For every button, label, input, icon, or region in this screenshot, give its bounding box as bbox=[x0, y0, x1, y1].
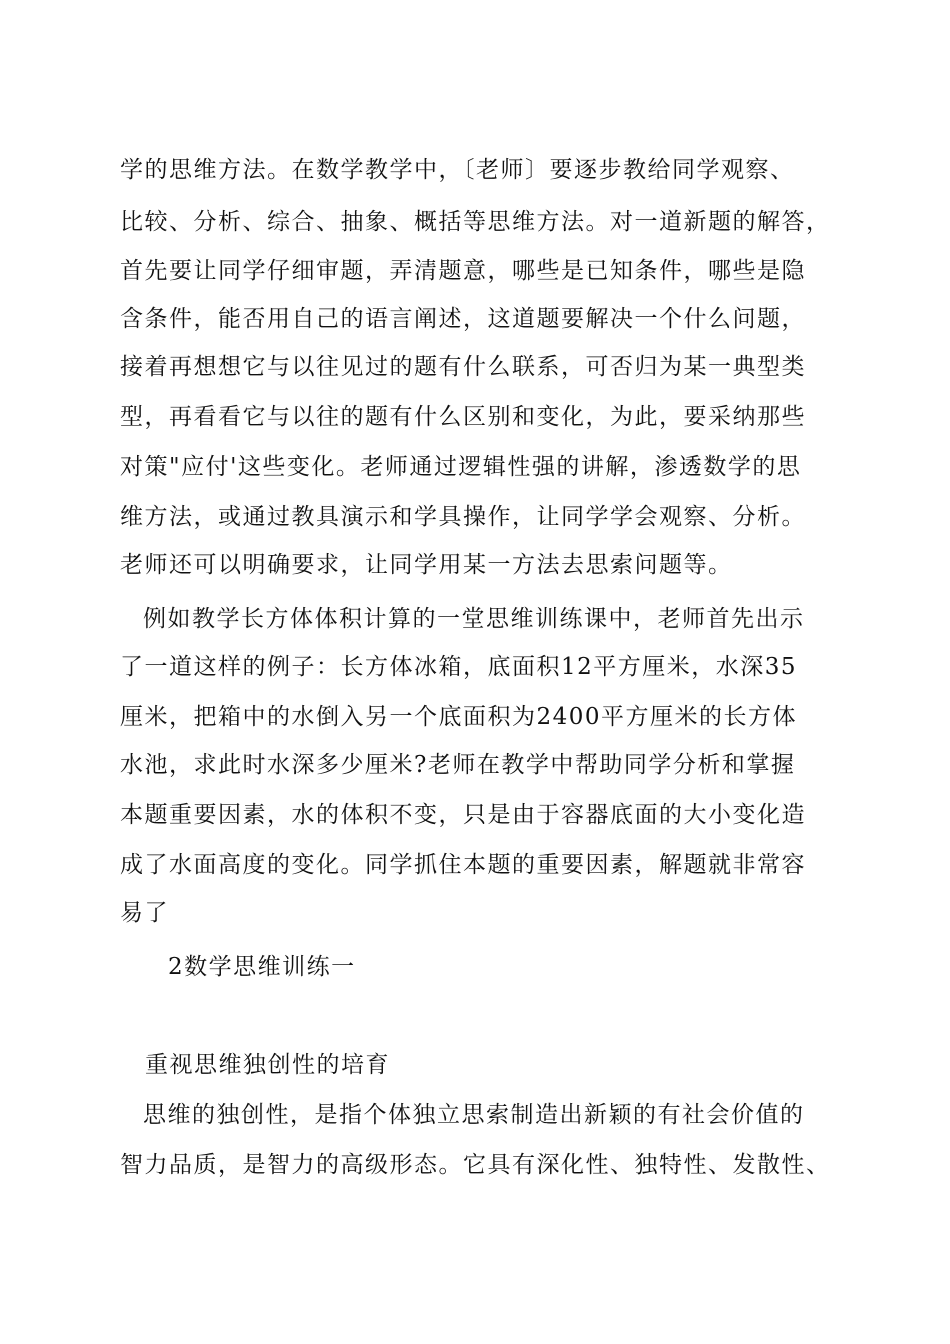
text-line: 成了水面高度的变化。同学抓住本题的重要因素，解题就非常容 bbox=[120, 852, 806, 878]
paragraph-first-line: 思维的独创性，是指个体独立思索制造出新颖的有社会价值的 bbox=[143, 1102, 805, 1128]
text-line: 智力品质，是智力的高级形态。它具有深化性、独特性、发散性、 bbox=[120, 1152, 831, 1178]
text-line: 对策"应付'这些变化。老师通过逻辑性强的讲解，渗透数学的思 bbox=[120, 454, 802, 480]
text-line: 易了 bbox=[120, 900, 169, 926]
text-line: 学的思维方法。在数学教学中，〔老师〕要逐步教给同学观察、 bbox=[120, 157, 795, 183]
text-line: 维方法，或通过教具演示和学具操作，让同学学会观察、分析。 bbox=[120, 504, 806, 530]
text-line: 接着再想想它与以往见过的题有什么联系，可否归为某一典型类 bbox=[120, 354, 806, 380]
subsection-heading: 重视思维独创性的培育 bbox=[145, 1052, 390, 1078]
text-line: 含条件，能否用自己的语言阐述，这道题要解决一个什么问题， bbox=[120, 306, 806, 332]
text-line: 型，再看看它与以往的题有什么区别和变化，为此，要采纳那些 bbox=[120, 404, 806, 430]
text-line: 首先要让同学仔细审题，弄清题意，哪些是已知条件，哪些是隐 bbox=[120, 258, 806, 284]
text-line: 了一道这样的例子：长方体冰箱，底面积12平方厘米，水深35 bbox=[120, 654, 798, 680]
text-line: 老师还可以明确要求，让同学用某一方法去思索问题等。 bbox=[120, 552, 733, 578]
text-line: 水池，求此时水深多少厘米?老师在教学中帮助同学分析和掌握 bbox=[120, 752, 796, 778]
text-line: 本题重要因素，水的体积不变，只是由于容器底面的大小变化造 bbox=[120, 802, 806, 828]
text-line: 厘米，把箱中的水倒入另一个底面积为2400平方厘米的长方体 bbox=[120, 704, 798, 730]
section-heading: 2数学思维训练一 bbox=[168, 954, 356, 980]
paragraph-first-line: 例如教学长方体体积计算的一堂思维训练课中，老师首先出示 bbox=[143, 606, 805, 632]
text-line: 比较、分析、综合、抽象、概括等思维方法。对一道新题的解答， bbox=[120, 209, 831, 235]
